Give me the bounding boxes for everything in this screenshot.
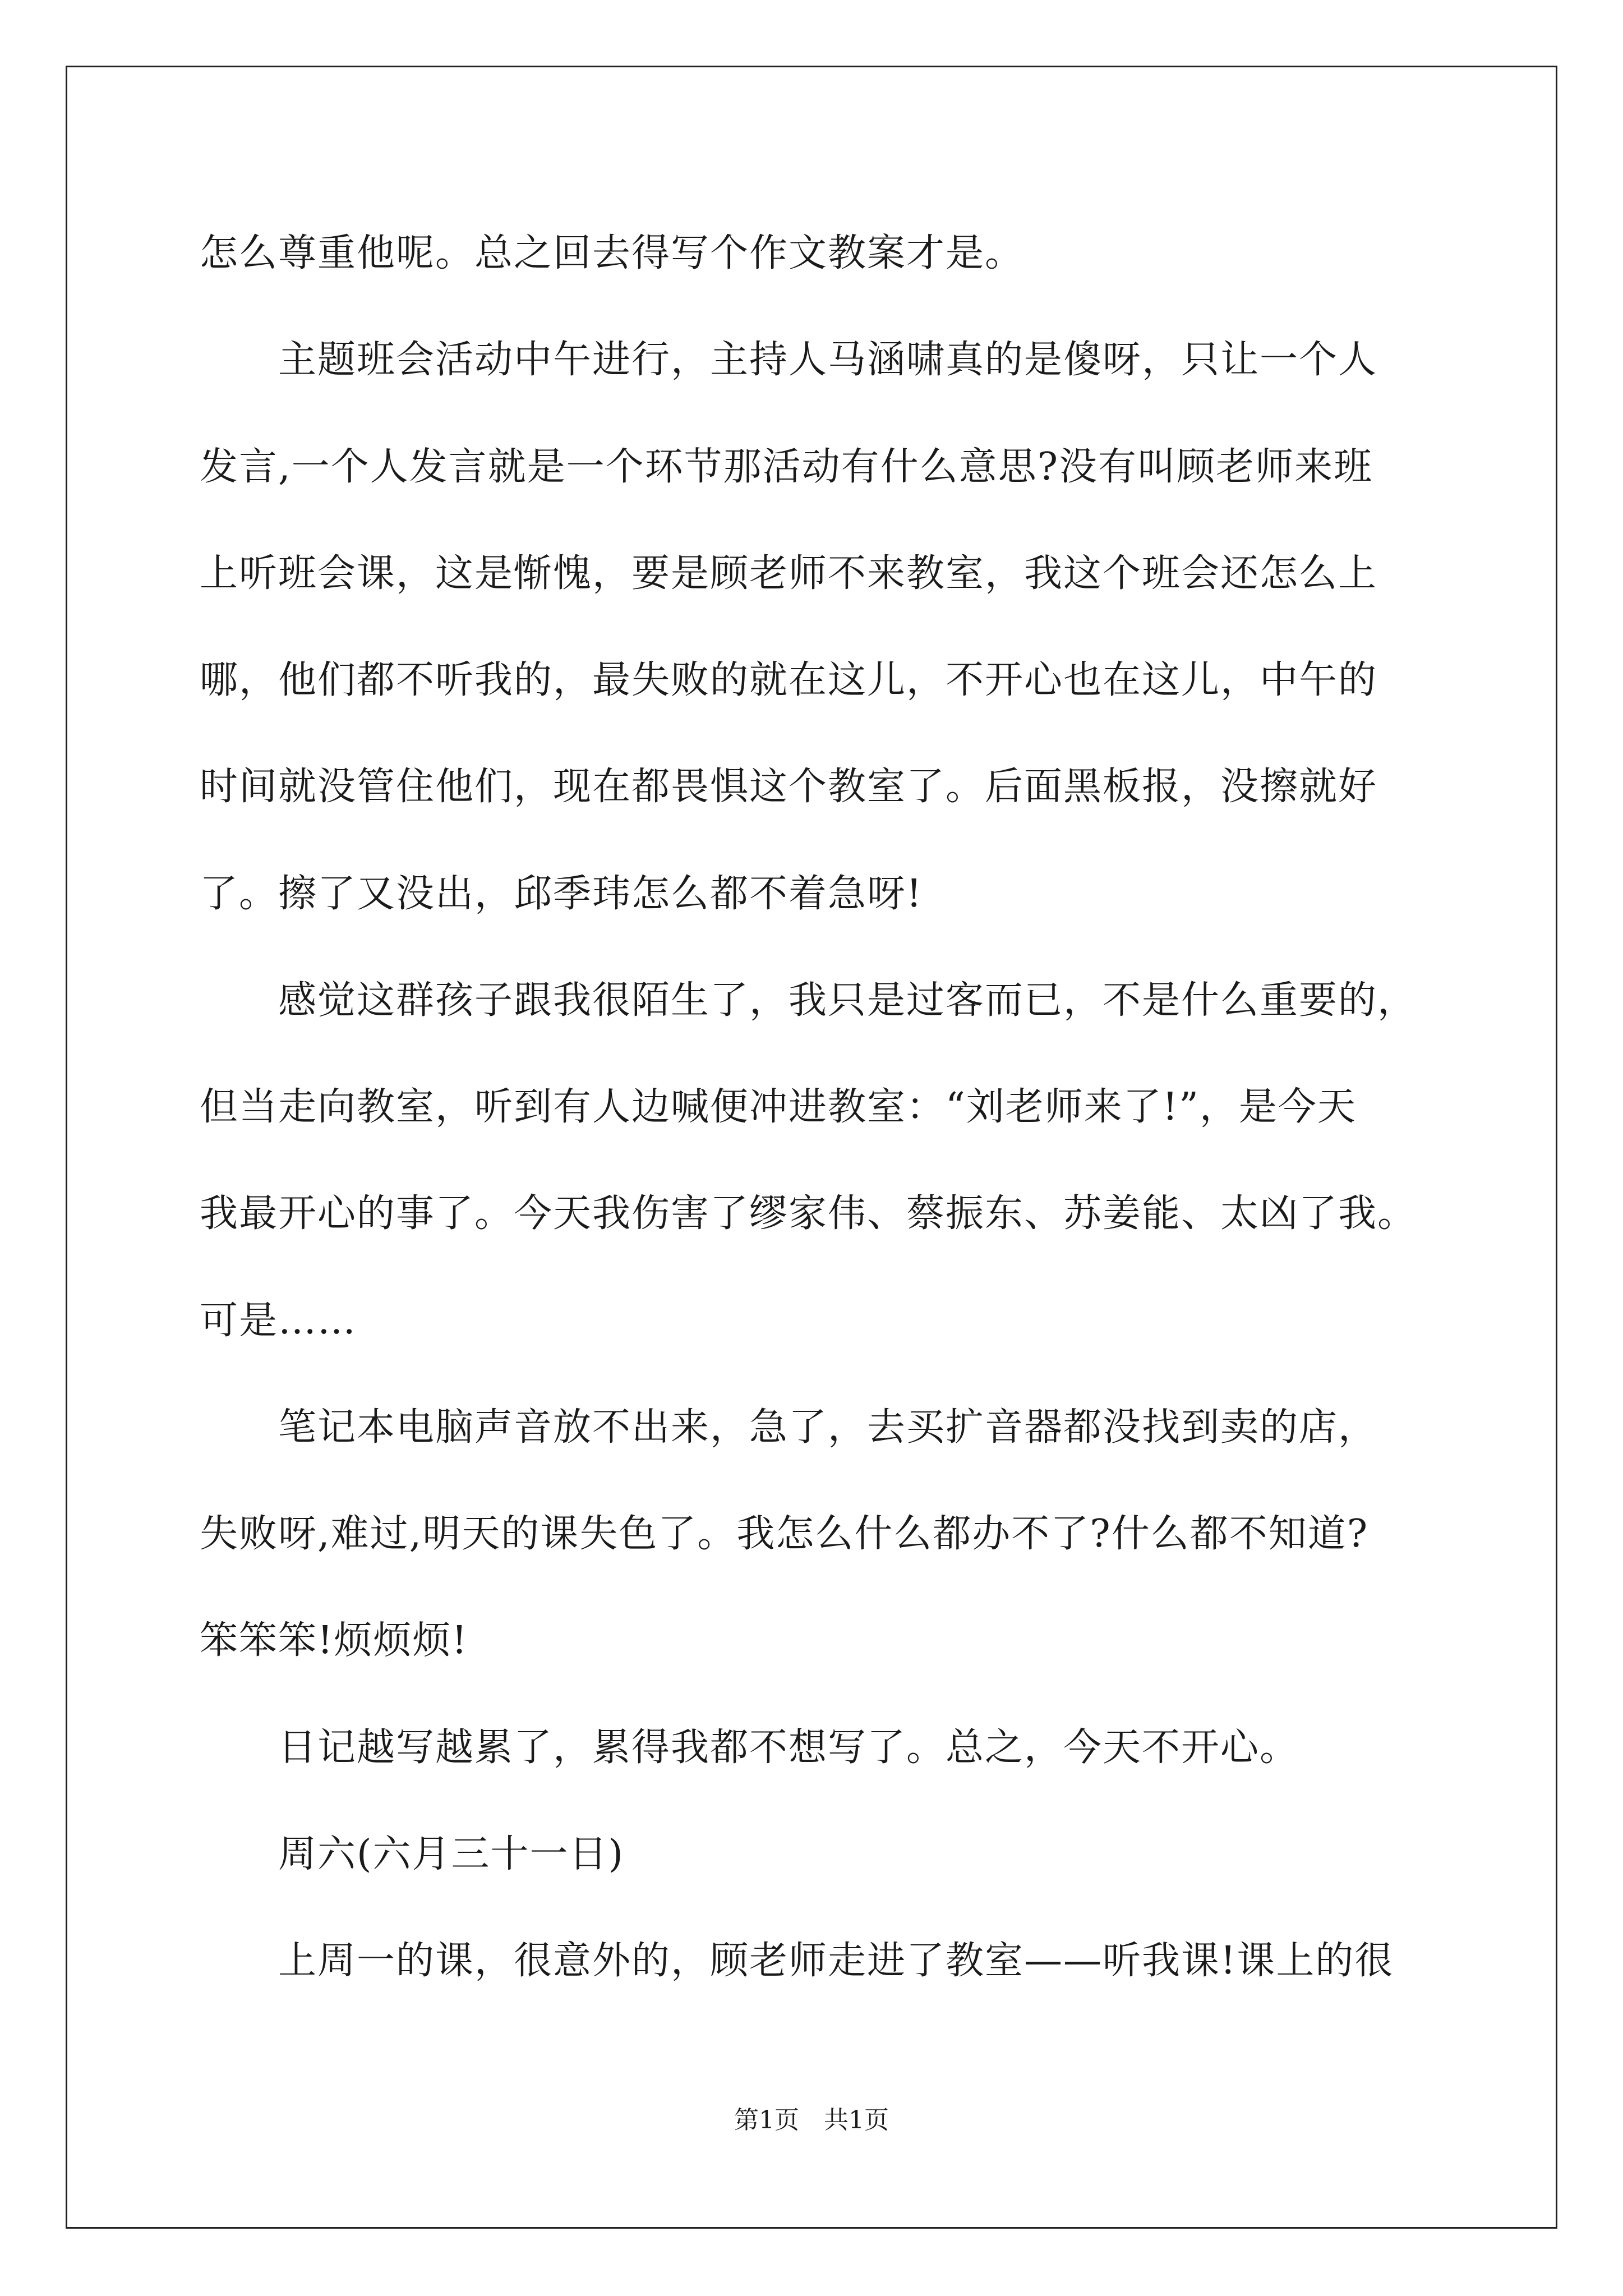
text-line: 但当走向教室，听到有人边喊便冲进教室：“刘老师来了!”，是今天 bbox=[200, 1085, 1357, 1129]
text-line: 可是…… bbox=[200, 1299, 357, 1343]
text-line: 哪，他们都不听我的，最失败的就在这儿，不开心也在这儿，中午的 bbox=[200, 658, 1378, 702]
text-line: 周六(六月三十一日) bbox=[200, 1832, 625, 1876]
text-line: 时间就没管住他们，现在都畏惧这个教室了。后面黑板报，没擦就好 bbox=[200, 765, 1378, 809]
text-line: 主题班会活动中午进行，主持人马涵啸真的是傻呀，只让一个人 bbox=[200, 338, 1378, 382]
text-line: 笔记本电脑声音放不出来，急了，去买扩音器都没找到卖的店， bbox=[200, 1405, 1378, 1450]
text-line: 了。擦了又没出，邱季玮怎么都不着急呀! bbox=[200, 872, 923, 916]
text-line: 笨笨笨!烦烦烦! bbox=[200, 1618, 468, 1663]
text-line: 感觉这群孩子跟我很陌生了，我只是过客而已，不是什么重要的， bbox=[200, 978, 1417, 1023]
text-line: 失败呀,难过,明天的课失色了。我怎么什么都办不了?什么都不知道? bbox=[200, 1512, 1369, 1556]
text-line: 上听班会课，这是惭愧，要是顾老师不来教室，我这个班会还怎么上 bbox=[200, 551, 1378, 596]
text-line: 发言,一个人发言就是一个环节那活动有什么意思?没有叫顾老师来班 bbox=[200, 445, 1373, 489]
page-border bbox=[66, 66, 1557, 2229]
text-line: 上周一的课，很意外的，顾老师走进了教室——听我课!课上的很 bbox=[200, 1939, 1394, 1983]
text-line: 我最开心的事了。今天我伤害了缪家伟、蔡振东、苏姜能、太凶了我。 bbox=[200, 1191, 1417, 1236]
text-line: 怎么尊重他呢。总之回去得写个作文教案才是。 bbox=[200, 231, 1025, 275]
text-line: 日记越写越累了，累得我都不想写了。总之，今天不开心。 bbox=[200, 1726, 1299, 1770]
page-footer: 第1页 共1页 bbox=[734, 2106, 889, 2134]
